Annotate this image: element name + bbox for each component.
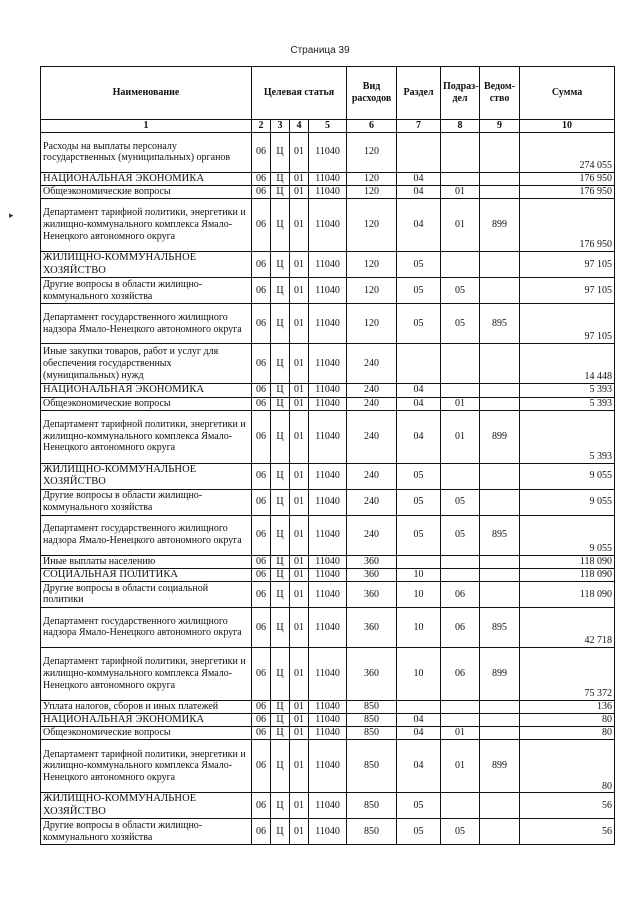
row-sum: 9 055 <box>520 463 615 489</box>
row-vedom <box>480 793 520 819</box>
row-podrazdel <box>441 463 480 489</box>
row-vedom <box>480 568 520 581</box>
row-razdel <box>397 132 441 172</box>
row-code-a: 06 <box>252 713 271 726</box>
row-sum: 14 448 <box>520 344 615 384</box>
row-code-d: 11040 <box>309 568 347 581</box>
row-code-d: 11040 <box>309 647 347 700</box>
table-row <box>41 384 615 397</box>
row-code-b: Ц <box>271 252 290 278</box>
row-name: Другие вопросы в области жилищно-коммунального хозяйства <box>41 819 252 845</box>
row-code-d: 11040 <box>309 397 347 410</box>
header-vid: Вид расходов <box>347 67 397 120</box>
row-code-d: 11040 <box>309 463 347 489</box>
row-vid: 120 <box>347 304 397 344</box>
row-code-d: 11040 <box>309 252 347 278</box>
row-code-d: 11040 <box>309 132 347 172</box>
row-razdel: 05 <box>397 278 441 304</box>
row-code-a: 06 <box>252 819 271 845</box>
row-sum: 176 950 <box>520 199 615 252</box>
header-razdel: Раздел <box>397 67 441 120</box>
table-row <box>41 410 615 463</box>
row-podrazdel <box>441 713 480 726</box>
row-sum: 9 055 <box>520 515 615 555</box>
row-code-a: 06 <box>252 172 271 185</box>
row-code-c: 01 <box>290 199 309 252</box>
row-vedom <box>480 172 520 185</box>
col-num: 1 <box>41 120 252 133</box>
row-sum: 97 105 <box>520 252 615 278</box>
row-vid: 240 <box>347 384 397 397</box>
row-podrazdel: 01 <box>441 727 480 740</box>
row-sum: 80 <box>520 740 615 793</box>
row-code-a: 06 <box>252 252 271 278</box>
row-code-c: 01 <box>290 568 309 581</box>
row-code-d: 11040 <box>309 410 347 463</box>
row-razdel: 10 <box>397 607 441 647</box>
row-podrazdel <box>441 700 480 713</box>
row-podrazdel: 01 <box>441 740 480 793</box>
row-code-a: 06 <box>252 740 271 793</box>
row-sum: 9 055 <box>520 489 615 515</box>
row-code-d: 11040 <box>309 713 347 726</box>
row-code-a: 06 <box>252 727 271 740</box>
table-row <box>41 581 615 607</box>
row-vedom <box>480 555 520 568</box>
row-vid: 120 <box>347 199 397 252</box>
row-sum: 97 105 <box>520 304 615 344</box>
row-name: Департамент тарифной политики, энергетики и жилищно-коммунального комплекса Ямало-Ненецкого автономного округа <box>41 740 252 793</box>
row-name: Расходы на выплаты персоналу государственных (муниципальных) органов <box>41 132 252 172</box>
row-name: Другие вопросы в области жилищно-коммунального хозяйства <box>41 489 252 515</box>
col-num: 6 <box>347 120 397 133</box>
row-vedom: 899 <box>480 647 520 700</box>
budget-table <box>40 66 615 845</box>
row-code-c: 01 <box>290 793 309 819</box>
row-code-a: 06 <box>252 304 271 344</box>
table-row <box>41 793 615 819</box>
row-razdel: 04 <box>397 384 441 397</box>
row-vedom <box>480 727 520 740</box>
row-code-b: Ц <box>271 740 290 793</box>
row-code-c: 01 <box>290 515 309 555</box>
row-vedom <box>480 252 520 278</box>
row-razdel: 05 <box>397 489 441 515</box>
table-row <box>41 819 615 845</box>
row-code-c: 01 <box>290 410 309 463</box>
row-code-a: 06 <box>252 397 271 410</box>
row-podrazdel: 06 <box>441 607 480 647</box>
row-code-d: 11040 <box>309 607 347 647</box>
table-row <box>41 186 615 199</box>
table-row <box>41 607 615 647</box>
table-row <box>41 489 615 515</box>
row-code-b: Ц <box>271 278 290 304</box>
row-name: Департамент государственного жилищного надзора Ямало-Ненецкого автономного округа <box>41 607 252 647</box>
row-vid: 120 <box>347 278 397 304</box>
row-code-a: 06 <box>252 700 271 713</box>
row-razdel <box>397 700 441 713</box>
row-code-b: Ц <box>271 344 290 384</box>
row-vedom: 899 <box>480 199 520 252</box>
row-code-c: 01 <box>290 397 309 410</box>
row-name: НАЦИОНАЛЬНАЯ ЭКОНОМИКА <box>41 384 252 397</box>
row-sum: 118 090 <box>520 555 615 568</box>
row-code-d: 11040 <box>309 384 347 397</box>
row-code-d: 11040 <box>309 186 347 199</box>
row-razdel <box>397 344 441 384</box>
table-row <box>41 713 615 726</box>
header-summa: Сумма <box>520 67 615 120</box>
table-row <box>41 172 615 185</box>
table-body <box>41 132 615 845</box>
row-code-b: Ц <box>271 397 290 410</box>
row-razdel: 04 <box>397 410 441 463</box>
row-code-d: 11040 <box>309 700 347 713</box>
row-name: Общеэкономические вопросы <box>41 397 252 410</box>
row-code-a: 06 <box>252 199 271 252</box>
table-row <box>41 278 615 304</box>
row-code-b: Ц <box>271 489 290 515</box>
row-razdel: 05 <box>397 819 441 845</box>
row-name: ЖИЛИЩНО-КОММУНАЛЬНОЕ ХОЗЯЙСТВО <box>41 793 252 819</box>
row-vedom: 895 <box>480 515 520 555</box>
row-code-c: 01 <box>290 344 309 384</box>
row-code-b: Ц <box>271 713 290 726</box>
row-code-c: 01 <box>290 463 309 489</box>
header-podrazdel: Подраз-дел <box>441 67 480 120</box>
table-row <box>41 463 615 489</box>
row-razdel: 05 <box>397 463 441 489</box>
row-code-d: 11040 <box>309 199 347 252</box>
row-vid: 850 <box>347 700 397 713</box>
table-row <box>41 344 615 384</box>
row-code-a: 06 <box>252 581 271 607</box>
row-razdel: 05 <box>397 252 441 278</box>
table-row <box>41 568 615 581</box>
row-razdel: 04 <box>397 199 441 252</box>
row-code-a: 06 <box>252 793 271 819</box>
row-vid: 360 <box>347 581 397 607</box>
row-name: ЖИЛИЩНО-КОММУНАЛЬНОЕ ХОЗЯЙСТВО <box>41 252 252 278</box>
row-code-a: 06 <box>252 278 271 304</box>
row-podrazdel <box>441 793 480 819</box>
row-podrazdel <box>441 172 480 185</box>
row-name: Другие вопросы в области жилищно-коммунального хозяйства <box>41 278 252 304</box>
row-vid: 360 <box>347 555 397 568</box>
row-code-d: 11040 <box>309 344 347 384</box>
row-podrazdel: 01 <box>441 410 480 463</box>
col-num: 4 <box>290 120 309 133</box>
row-podrazdel: 06 <box>441 647 480 700</box>
row-vid: 240 <box>347 410 397 463</box>
row-podrazdel <box>441 568 480 581</box>
row-code-d: 11040 <box>309 278 347 304</box>
row-code-a: 06 <box>252 463 271 489</box>
row-code-a: 06 <box>252 555 271 568</box>
table-row <box>41 199 615 252</box>
row-code-b: Ц <box>271 172 290 185</box>
row-code-d: 11040 <box>309 581 347 607</box>
row-code-c: 01 <box>290 489 309 515</box>
row-code-a: 06 <box>252 568 271 581</box>
col-num: 7 <box>397 120 441 133</box>
row-sum: 5 393 <box>520 410 615 463</box>
row-name: НАЦИОНАЛЬНАЯ ЭКОНОМИКА <box>41 172 252 185</box>
row-vedom <box>480 489 520 515</box>
row-razdel: 04 <box>397 172 441 185</box>
row-name: ЖИЛИЩНО-КОММУНАЛЬНОЕ ХОЗЯЙСТВО <box>41 463 252 489</box>
row-podrazdel <box>441 384 480 397</box>
header-name: Наименование <box>41 67 252 120</box>
row-vid: 360 <box>347 607 397 647</box>
row-vid: 120 <box>347 132 397 172</box>
row-vedom <box>480 700 520 713</box>
column-number-row <box>41 120 615 133</box>
row-code-b: Ц <box>271 186 290 199</box>
row-vid: 240 <box>347 344 397 384</box>
row-razdel: 10 <box>397 581 441 607</box>
row-podrazdel <box>441 555 480 568</box>
row-code-a: 06 <box>252 186 271 199</box>
row-code-b: Ц <box>271 132 290 172</box>
row-code-b: Ц <box>271 647 290 700</box>
row-sum: 118 090 <box>520 581 615 607</box>
row-code-b: Ц <box>271 515 290 555</box>
row-podrazdel: 01 <box>441 199 480 252</box>
row-name: Департамент тарифной политики, энергетики и жилищно-коммунального комплекса Ямало-Ненецкого автономного округа <box>41 199 252 252</box>
row-vid: 850 <box>347 740 397 793</box>
row-name: СОЦИАЛЬНАЯ ПОЛИТИКА <box>41 568 252 581</box>
row-sum: 75 372 <box>520 647 615 700</box>
row-podrazdel: 05 <box>441 304 480 344</box>
row-code-c: 01 <box>290 172 309 185</box>
row-vid: 850 <box>347 713 397 726</box>
table-row <box>41 727 615 740</box>
row-razdel: 04 <box>397 186 441 199</box>
row-podrazdel: 06 <box>441 581 480 607</box>
row-code-b: Ц <box>271 384 290 397</box>
row-code-d: 11040 <box>309 793 347 819</box>
row-code-c: 01 <box>290 278 309 304</box>
row-code-c: 01 <box>290 713 309 726</box>
col-num: 2 <box>252 120 271 133</box>
row-razdel: 04 <box>397 740 441 793</box>
table-row <box>41 740 615 793</box>
row-razdel: 05 <box>397 793 441 819</box>
row-code-a: 06 <box>252 410 271 463</box>
row-sum: 176 950 <box>520 186 615 199</box>
row-code-b: Ц <box>271 727 290 740</box>
col-num: 3 <box>271 120 290 133</box>
row-razdel: 10 <box>397 647 441 700</box>
row-vid: 360 <box>347 568 397 581</box>
row-vid: 120 <box>347 186 397 199</box>
row-vedom <box>480 186 520 199</box>
row-code-a: 06 <box>252 344 271 384</box>
row-code-b: Ц <box>271 304 290 344</box>
row-podrazdel: 05 <box>441 278 480 304</box>
row-vid: 240 <box>347 489 397 515</box>
row-name: Департамент тарифной политики, энергетики и жилищно-коммунального комплекса Ямало-Ненецкого автономного округа <box>41 410 252 463</box>
table-row <box>41 515 615 555</box>
row-vedom <box>480 397 520 410</box>
row-sum: 42 718 <box>520 607 615 647</box>
row-vedom <box>480 581 520 607</box>
row-code-c: 01 <box>290 186 309 199</box>
row-code-d: 11040 <box>309 819 347 845</box>
row-code-b: Ц <box>271 793 290 819</box>
row-vedom <box>480 819 520 845</box>
row-code-c: 01 <box>290 132 309 172</box>
row-sum: 5 393 <box>520 397 615 410</box>
row-code-a: 06 <box>252 607 271 647</box>
page-number: Страница 39 <box>290 45 350 56</box>
row-name: Уплата налогов, сборов и иных платежей <box>41 700 252 713</box>
row-podrazdel <box>441 344 480 384</box>
row-razdel: 05 <box>397 304 441 344</box>
row-name: Иные закупки товаров, работ и услуг для обеспечения государственных (муниципальных) нужд <box>41 344 252 384</box>
row-sum: 118 090 <box>520 568 615 581</box>
row-podrazdel: 01 <box>441 186 480 199</box>
row-code-a: 06 <box>252 489 271 515</box>
row-vedom <box>480 713 520 726</box>
row-name: Департамент государственного жилищного надзора Ямало-Ненецкого автономного округа <box>41 515 252 555</box>
row-vedom <box>480 384 520 397</box>
row-code-c: 01 <box>290 647 309 700</box>
row-code-b: Ц <box>271 581 290 607</box>
col-num: 5 <box>309 120 347 133</box>
row-razdel: 04 <box>397 713 441 726</box>
row-sum: 136 <box>520 700 615 713</box>
row-vedom: 895 <box>480 607 520 647</box>
row-razdel: 05 <box>397 515 441 555</box>
row-vedom: 899 <box>480 410 520 463</box>
row-code-b: Ц <box>271 607 290 647</box>
row-sum: 80 <box>520 727 615 740</box>
row-code-d: 11040 <box>309 515 347 555</box>
col-num: 9 <box>480 120 520 133</box>
row-code-c: 01 <box>290 700 309 713</box>
table-row <box>41 397 615 410</box>
scan-mark: ▸ <box>9 210 14 220</box>
row-code-c: 01 <box>290 607 309 647</box>
row-sum: 5 393 <box>520 384 615 397</box>
row-code-d: 11040 <box>309 727 347 740</box>
row-name: Общеэкономические вопросы <box>41 186 252 199</box>
row-code-d: 11040 <box>309 740 347 793</box>
table-row <box>41 647 615 700</box>
row-vid: 240 <box>347 397 397 410</box>
row-vid: 850 <box>347 727 397 740</box>
row-code-c: 01 <box>290 740 309 793</box>
row-code-b: Ц <box>271 700 290 713</box>
row-podrazdel: 05 <box>441 819 480 845</box>
row-vedom <box>480 278 520 304</box>
row-vid: 120 <box>347 252 397 278</box>
row-code-d: 11040 <box>309 304 347 344</box>
row-code-a: 06 <box>252 515 271 555</box>
row-vedom <box>480 132 520 172</box>
row-code-b: Ц <box>271 568 290 581</box>
row-code-d: 11040 <box>309 555 347 568</box>
row-code-a: 06 <box>252 132 271 172</box>
row-podrazdel: 05 <box>441 489 480 515</box>
row-code-b: Ц <box>271 410 290 463</box>
row-razdel <box>397 555 441 568</box>
row-name: Департамент тарифной политики, энергетики и жилищно-коммунального комплекса Ямало-Ненецкого автономного округа <box>41 647 252 700</box>
row-code-b: Ц <box>271 819 290 845</box>
header-row <box>41 67 615 120</box>
row-code-c: 01 <box>290 252 309 278</box>
row-razdel: 04 <box>397 397 441 410</box>
row-name: Другие вопросы в области социальной политики <box>41 581 252 607</box>
row-podrazdel <box>441 252 480 278</box>
row-vedom: 895 <box>480 304 520 344</box>
row-podrazdel <box>441 132 480 172</box>
col-num: 8 <box>441 120 480 133</box>
row-vid: 120 <box>347 172 397 185</box>
col-num: 10 <box>520 120 615 133</box>
row-sum: 176 950 <box>520 172 615 185</box>
row-sum: 80 <box>520 713 615 726</box>
row-vid: 240 <box>347 515 397 555</box>
row-code-b: Ц <box>271 199 290 252</box>
row-code-c: 01 <box>290 384 309 397</box>
header-target: Целевая статья <box>252 67 347 120</box>
row-code-c: 01 <box>290 727 309 740</box>
table-row <box>41 555 615 568</box>
row-code-a: 06 <box>252 647 271 700</box>
table-row <box>41 132 615 172</box>
row-vid: 240 <box>347 463 397 489</box>
row-razdel: 04 <box>397 727 441 740</box>
row-code-d: 11040 <box>309 172 347 185</box>
row-sum: 274 055 <box>520 132 615 172</box>
row-vid: 360 <box>347 647 397 700</box>
row-name: Иные выплаты населению <box>41 555 252 568</box>
row-vedom <box>480 463 520 489</box>
row-code-b: Ц <box>271 463 290 489</box>
row-razdel: 10 <box>397 568 441 581</box>
row-code-c: 01 <box>290 555 309 568</box>
table-row <box>41 304 615 344</box>
row-vid: 850 <box>347 819 397 845</box>
row-sum: 97 105 <box>520 278 615 304</box>
row-vedom: 899 <box>480 740 520 793</box>
table-row <box>41 252 615 278</box>
header-vedom: Ведом-ство <box>480 67 520 120</box>
row-code-a: 06 <box>252 384 271 397</box>
row-podrazdel: 05 <box>441 515 480 555</box>
row-name: НАЦИОНАЛЬНАЯ ЭКОНОМИКА <box>41 713 252 726</box>
row-podrazdel: 01 <box>441 397 480 410</box>
row-sum: 56 <box>520 793 615 819</box>
row-code-c: 01 <box>290 304 309 344</box>
row-code-d: 11040 <box>309 489 347 515</box>
row-code-c: 01 <box>290 819 309 845</box>
table-row <box>41 700 615 713</box>
row-code-c: 01 <box>290 581 309 607</box>
row-vid: 850 <box>347 793 397 819</box>
row-vedom <box>480 344 520 384</box>
row-name: Общеэкономические вопросы <box>41 727 252 740</box>
row-code-b: Ц <box>271 555 290 568</box>
row-name: Департамент государственного жилищного надзора Ямало-Ненецкого автономного округа <box>41 304 252 344</box>
row-sum: 56 <box>520 819 615 845</box>
